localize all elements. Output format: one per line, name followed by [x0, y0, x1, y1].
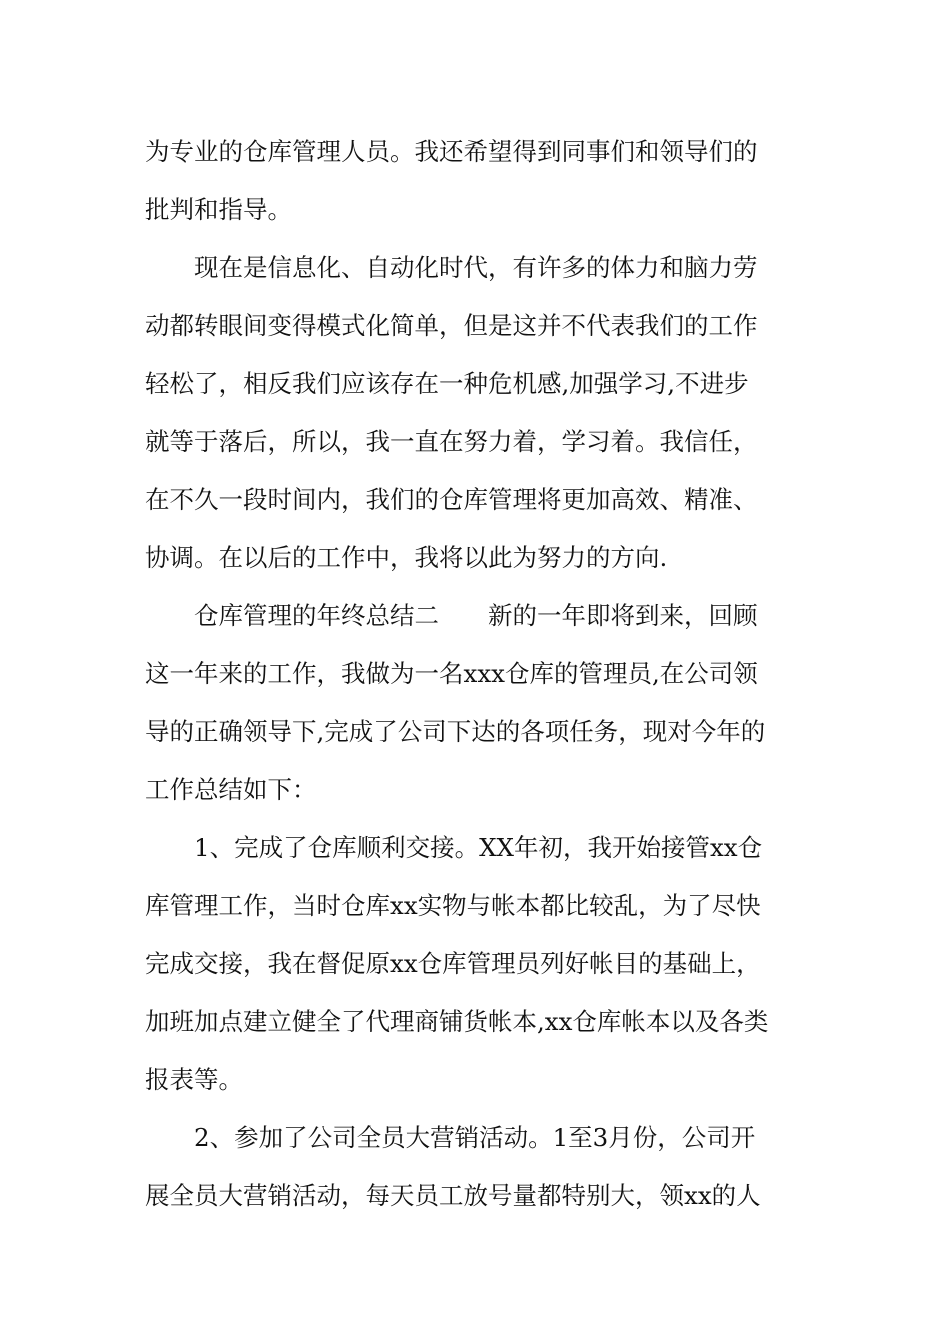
text-line-19: 展全员大营销活动，每天员工放号量都特别大，领xx的人: [145, 1181, 761, 1210]
text-line-15: 完成交接，我在督促原xx仓库管理员列好帐目的基础上，: [145, 949, 761, 978]
text-line-11: 导的正确领导下,完成了公司下达的各项任务，现对今年的: [145, 717, 766, 746]
text-line-6: 就等于落后，所以，我一直在努力着，学习着。我信任，: [145, 427, 758, 456]
text-line-18: 2、参加了公司全员大营销活动。1至3月份，公司开: [194, 1123, 756, 1152]
text-line-9: 仓库管理的年终总结二 新的一年即将到来，回顾: [194, 601, 758, 630]
text-line-1: 为专业的仓库管理人员。我还希望得到同事们和领导们的: [145, 137, 758, 166]
text-line-2: 批判和指导。: [145, 195, 292, 224]
text-line-14: 库管理工作，当时仓库xx实物与帐本都比较乱，为了尽快: [145, 891, 761, 920]
text-line-16: 加班加点建立健全了代理商铺货帐本,xx仓库帐本以及各类: [145, 1007, 769, 1036]
text-line-13: 1、完成了仓库顺利交接。XX年初，我开始接管xx仓: [194, 833, 763, 862]
text-line-8: 协调。在以后的工作中，我将以此为努力的方向.: [145, 543, 668, 572]
text-line-3: 现在是信息化、自动化时代，有许多的体力和脑力劳: [194, 253, 758, 282]
text-line-7: 在不久一段时间内，我们的仓库管理将更加高效、精准、: [145, 485, 758, 514]
text-line-10: 这一年来的工作，我做为一名xxx仓库的管理员,在公司领: [145, 659, 758, 688]
text-line-17: 报表等。: [145, 1065, 243, 1094]
text-line-4: 动都转眼间变得模式化简单，但是这并不代表我们的工作: [145, 311, 758, 340]
text-line-12: 工作总结如下：: [145, 775, 317, 804]
text-line-5: 轻松了，相反我们应该存在一种危机感,加强学习,不进步: [145, 369, 749, 398]
